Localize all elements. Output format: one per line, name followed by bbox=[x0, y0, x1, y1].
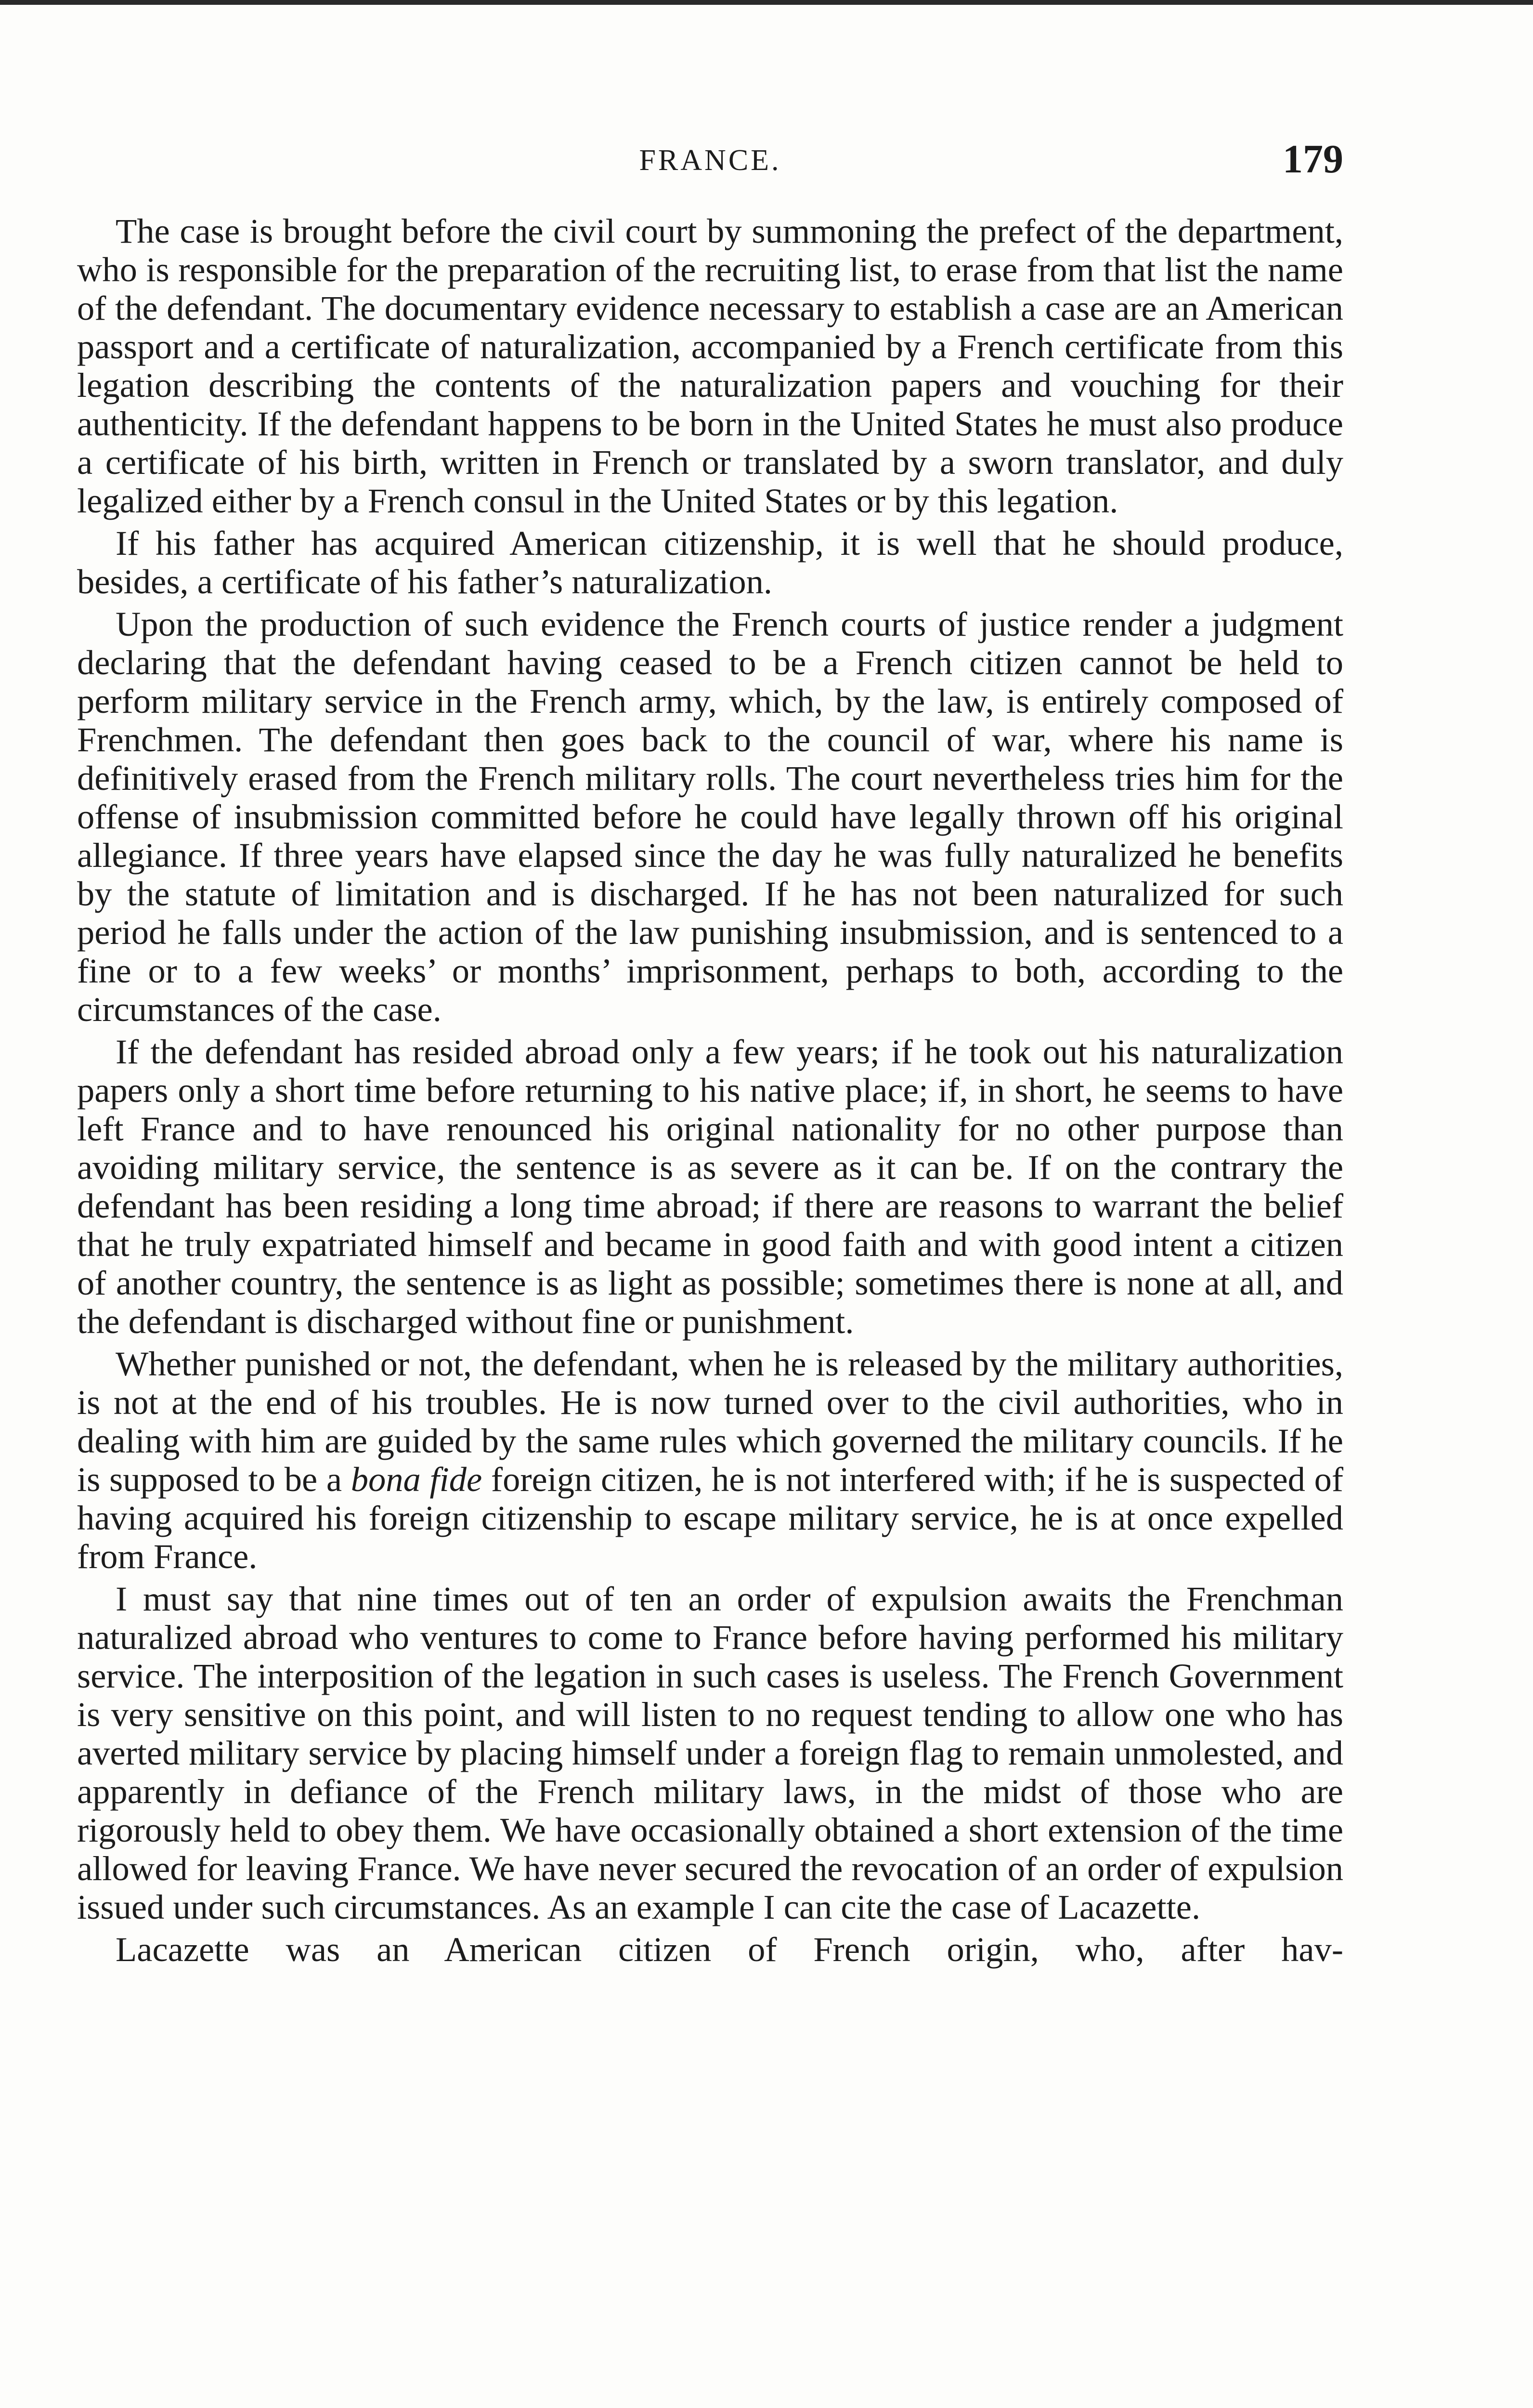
paragraph-civil-authorities bbox=[77, 1345, 1343, 1576]
paragraph-father-citizenship: If his father has acquired American citizenship, it is well that he should produce, besides, a certificate of his father’s naturalization. bbox=[77, 523, 1343, 601]
paragraph-prefect-summons: The case is brought before the civil court by summoning the prefect of the department, who is responsible for the preparation of the recruiting list, to erase from that list the name of the defendant. The documentary evidence necessary to establish a case are an American passport and a certificate of naturalization, accompanied by a French certificate from this legation describing the contents of the naturalization papers and vouching for their authenticity. If the defendant happens to be born in the United States he must also produce a certificate of his birth, written in French or translated by a sworn translator, and duly legalized either by a French consul in the United States or by this legation. bbox=[77, 211, 1343, 520]
page-number: 179 bbox=[1283, 137, 1343, 182]
running-header bbox=[77, 136, 1343, 182]
paragraph-sentence-severity: If the defendant has resided abroad only a few years; if he took out his naturalization papers only a short time before returning to his native place; if, in short, he seems to have left France and to have renounced his original nationality for no other purpose than avoiding military service, the sentence is as severe as it can be. If on the contrary the defendant has been residing a long time abroad; if there are reasons to warrant the belief that he truly expatriated himself and became in good faith and with good intent a citizen of another country, the sentence is as light as possible; sometimes there is none at all, and the defendant is discharged without fine or punishment. bbox=[77, 1032, 1343, 1341]
paragraph-text-before-italic: Whether punished or not, the defendant, when he is released by the military authorities, is not at the end of his troubles. He is now turned over to the civil authorities, who in dealing with him are guided by the same rules which governed the military councils. If he is supposed to be a bbox=[77, 1344, 1343, 1499]
paragraph-court-judgment: Upon the production of such evidence the French courts of justice render a judgment declaring that the defendant having ceased to be a French citizen cannot be held to perform military service in the French army, which, by the law, is entirely composed of Frenchmen. The defendant then goes back to the council of war, where his name is definitively erased from the French military rolls. The court nevertheless tries him for the offense of insubmission committed before he could have legally thrown off his original allegiance. If three years have elapsed since the day he was fully naturalized he benefits by the statute of limitation and is discharged. If he has not been naturalized for such period he falls under the action of the law punishing insubmission, and is sentenced to a fine or to a few weeks’ or months’ imprisonment, perhaps to both, according to the circumstances of the case. bbox=[77, 604, 1343, 1029]
paragraph-expulsion-order: I must say that nine times out of ten an order of expulsion awaits the Frenchman naturalized abroad who ventures to come to France before having performed his military service. The interposition of the legation in such cases is useless. The French Government is very sensitive on this point, and will listen to no request tending to allow one who has averted military service by placing himself under a foreign flag to remain unmolested, and apparently in defiance of the French military laws, in the midst of those who are rigorously held to obey them. We have occasionally obtained a short extension of the time allowed for leaving France. We have never secured the revocation of an order of expulsion issued under such circumstances. As an example I can cite the case of Lacazette. bbox=[77, 1579, 1343, 1926]
paragraph-text-after-italic: foreign citizen, he is not interfered with; if he is suspected of having acquired his foreign citizenship to escape military service, he is at once expelled from France. bbox=[77, 1460, 1343, 1576]
body-text bbox=[77, 212, 1343, 1969]
italic-phrase: bona fide bbox=[351, 1460, 482, 1499]
running-title: FRANCE. bbox=[639, 144, 781, 177]
paragraph-lacazette: Lacazette was an American citizen of French origin, who, after hav- bbox=[116, 1930, 1343, 1969]
page-top-edge bbox=[0, 0, 1533, 5]
